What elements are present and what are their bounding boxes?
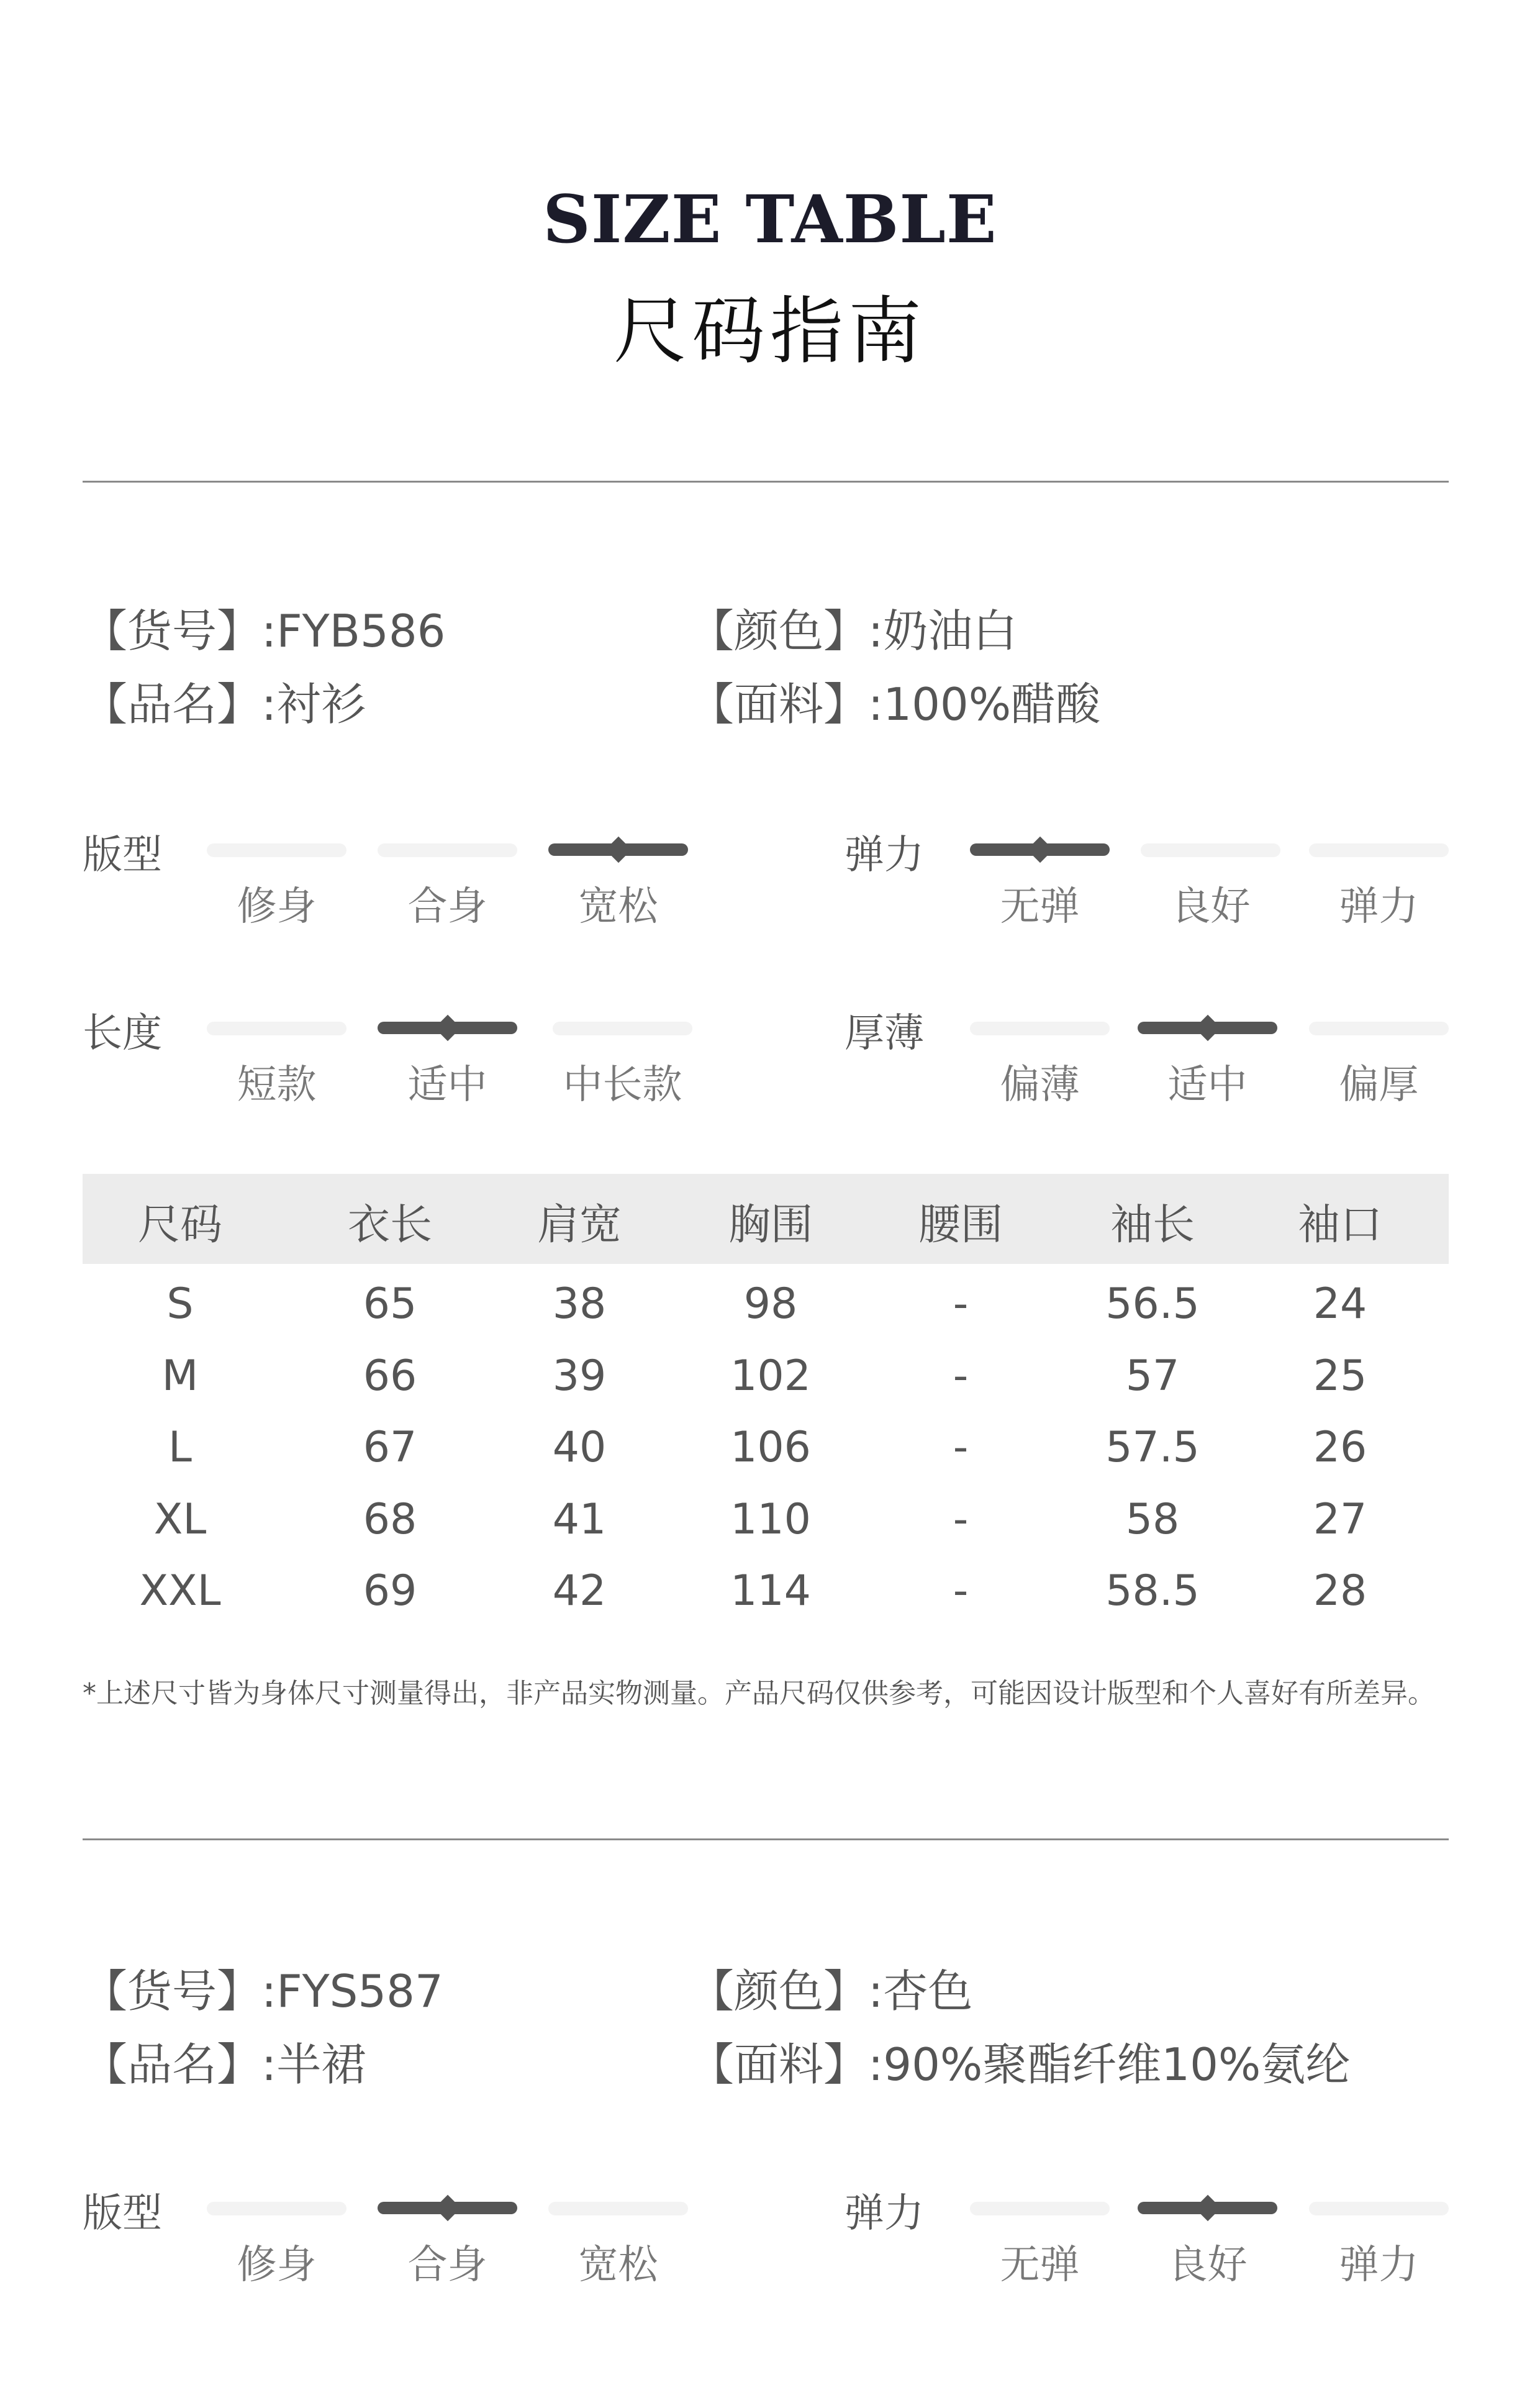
item-color-label: 【颜色】:	[689, 1965, 884, 2017]
table-cell: 42	[552, 1566, 607, 1615]
table-cell: 58	[1125, 1495, 1180, 1544]
attr-fit-slider-2	[378, 843, 517, 857]
title-english: SIZE TABLE	[543, 180, 997, 258]
attr-thickness-option: 偏薄	[1000, 1062, 1080, 1108]
item-name-label: 【品名】:	[83, 2038, 277, 2091]
table-cell: 57.5	[1105, 1423, 1200, 1472]
attr-length-slider-2-selected	[378, 1022, 517, 1034]
table-cell: 67	[363, 1423, 417, 1472]
table-cell: 40	[552, 1423, 607, 1472]
attr-elasticity-option: 弹力	[1339, 2242, 1419, 2288]
table-cell: 110	[730, 1495, 811, 1544]
table-cell: -	[953, 1423, 969, 1472]
item-fabric-label: 【面料】:	[689, 678, 884, 730]
attr-thickness-option: 适中	[1167, 1062, 1248, 1108]
table-cell: 39	[552, 1352, 607, 1401]
table-cell: 25	[1313, 1352, 1367, 1401]
attr-fit-label: 版型	[83, 832, 162, 878]
table-cell: -	[953, 1279, 969, 1329]
table-header-cell: 腰围	[918, 1201, 1003, 1250]
item-color-label: 【颜色】:	[689, 605, 884, 657]
table-cell: 28	[1313, 1566, 1367, 1615]
table-cell: 106	[730, 1423, 811, 1472]
item-name	[83, 668, 366, 733]
table-cell: 41	[552, 1495, 607, 1544]
measurement-note: *上述尺寸皆为身体尺寸测量得出，非产品实物测量。产品尺码仅供参考，可能因设计版型和个人喜好有所差异。	[83, 1678, 1435, 1709]
table-cell: M	[161, 1352, 199, 1401]
divider-top	[83, 481, 1449, 483]
item-fabric-label: 【面料】:	[689, 2038, 884, 2091]
attr-thickness-label: 厚薄	[845, 1011, 924, 1056]
attr-fit-option: 合身	[407, 884, 487, 930]
item-fabric-value: 100%醋酸	[883, 678, 1101, 730]
table-cell: 58.5	[1105, 1566, 1200, 1615]
table-header-cell: 袖口	[1297, 1201, 1382, 1250]
item-number-value: FYS587	[276, 1965, 443, 2017]
table-cell: 98	[743, 1279, 798, 1329]
table-cell: 57	[1125, 1352, 1180, 1401]
attr-elasticity-option: 良好	[1171, 884, 1251, 930]
attr-length-option: 适中	[407, 1062, 487, 1108]
table-cell: -	[953, 1566, 969, 1615]
item-number	[83, 1955, 443, 2020]
attr-fit-slider-3	[548, 2202, 688, 2215]
attr-elasticity-option: 弹力	[1339, 884, 1419, 930]
item-fabric	[689, 2028, 1350, 2093]
attr-fit-slider-2-selected	[378, 2202, 517, 2214]
attr-fit-option: 修身	[237, 884, 317, 930]
attr-elasticity-slider-1	[970, 2202, 1110, 2215]
item-fabric	[689, 668, 1100, 733]
table-header-cell: 尺码	[137, 1201, 222, 1250]
table-cell: 38	[552, 1279, 607, 1329]
table-cell: XL	[153, 1495, 207, 1544]
attr-elasticity-slider-2-selected	[1138, 2202, 1277, 2214]
table-cell: 102	[730, 1352, 811, 1401]
table-cell: 114	[730, 1566, 811, 1615]
item-number-value: FYB586	[276, 605, 446, 657]
item-number-label: 【货号】:	[83, 1965, 277, 2017]
item-color-value: 奶油白	[883, 605, 1018, 657]
item-name-value: 衬衫	[276, 678, 366, 730]
attr-thickness-slider-2-selected	[1138, 1022, 1277, 1034]
attr-elasticity-slider-3	[1309, 843, 1449, 857]
item-name-value: 半裙	[276, 2038, 366, 2091]
attr-elasticity-label: 弹力	[845, 832, 924, 878]
table-header-cell: 肩宽	[537, 1201, 622, 1250]
attr-thickness-option: 偏厚	[1339, 1062, 1419, 1108]
table-cell: 69	[363, 1566, 417, 1615]
attr-length-slider-3	[553, 1022, 692, 1035]
attr-elasticity-option: 无弹	[1000, 2242, 1080, 2288]
item-color-value: 杏色	[883, 1965, 973, 2017]
divider-middle	[83, 1838, 1449, 1840]
attr-thickness-slider-3	[1309, 1022, 1449, 1035]
attr-elasticity-slider-1-selected	[970, 843, 1110, 856]
attr-elasticity-option: 无弹	[1000, 884, 1080, 930]
attr-elasticity-label: 弹力	[845, 2191, 924, 2237]
table-header-cell: 胸围	[728, 1201, 813, 1250]
attr-fit-option: 宽松	[578, 884, 658, 930]
item-color	[689, 595, 1017, 660]
table-cell: S	[166, 1279, 194, 1329]
attr-elasticity-option: 良好	[1167, 2242, 1248, 2288]
item-fabric-value: 90%聚酯纤维10%氨纶	[883, 2038, 1351, 2091]
table-cell: 24	[1313, 1279, 1367, 1329]
attr-length-slider-1	[207, 1022, 346, 1035]
table-cell: L	[168, 1423, 192, 1472]
table-cell: 26	[1313, 1423, 1367, 1472]
item-name-label: 【品名】:	[83, 678, 277, 730]
table-cell: -	[953, 1352, 969, 1401]
attr-length-label: 长度	[83, 1011, 162, 1056]
attr-elasticity-slider-2	[1141, 843, 1280, 857]
attr-fit-option: 宽松	[578, 2242, 658, 2288]
table-cell: XXL	[139, 1566, 221, 1615]
table-header-cell: 衣长	[347, 1201, 432, 1250]
item-number	[83, 595, 445, 660]
table-cell: -	[953, 1495, 969, 1544]
attr-fit-label: 版型	[83, 2191, 162, 2237]
attr-thickness-slider-1	[970, 1022, 1110, 1035]
table-header-cell: 袖长	[1110, 1201, 1195, 1250]
table-cell: 68	[363, 1495, 417, 1544]
item-name	[83, 2028, 366, 2093]
item-color	[689, 1955, 972, 2020]
table-cell: 27	[1313, 1495, 1367, 1544]
attr-fit-option: 合身	[407, 2242, 487, 2288]
title-chinese: 尺码指南	[613, 288, 926, 374]
table-cell: 56.5	[1105, 1279, 1200, 1329]
attr-fit-slider-1	[207, 2202, 346, 2215]
attr-fit-slider-1	[207, 843, 346, 857]
attr-length-option: 中长款	[563, 1062, 682, 1108]
table-cell: 66	[363, 1352, 417, 1401]
attr-fit-option: 修身	[237, 2242, 317, 2288]
item-number-label: 【货号】:	[83, 605, 277, 657]
attr-elasticity-slider-3	[1309, 2202, 1449, 2215]
attr-length-option: 短款	[237, 1062, 317, 1108]
table-cell: 65	[363, 1279, 417, 1329]
attr-fit-slider-3-selected	[548, 843, 688, 856]
